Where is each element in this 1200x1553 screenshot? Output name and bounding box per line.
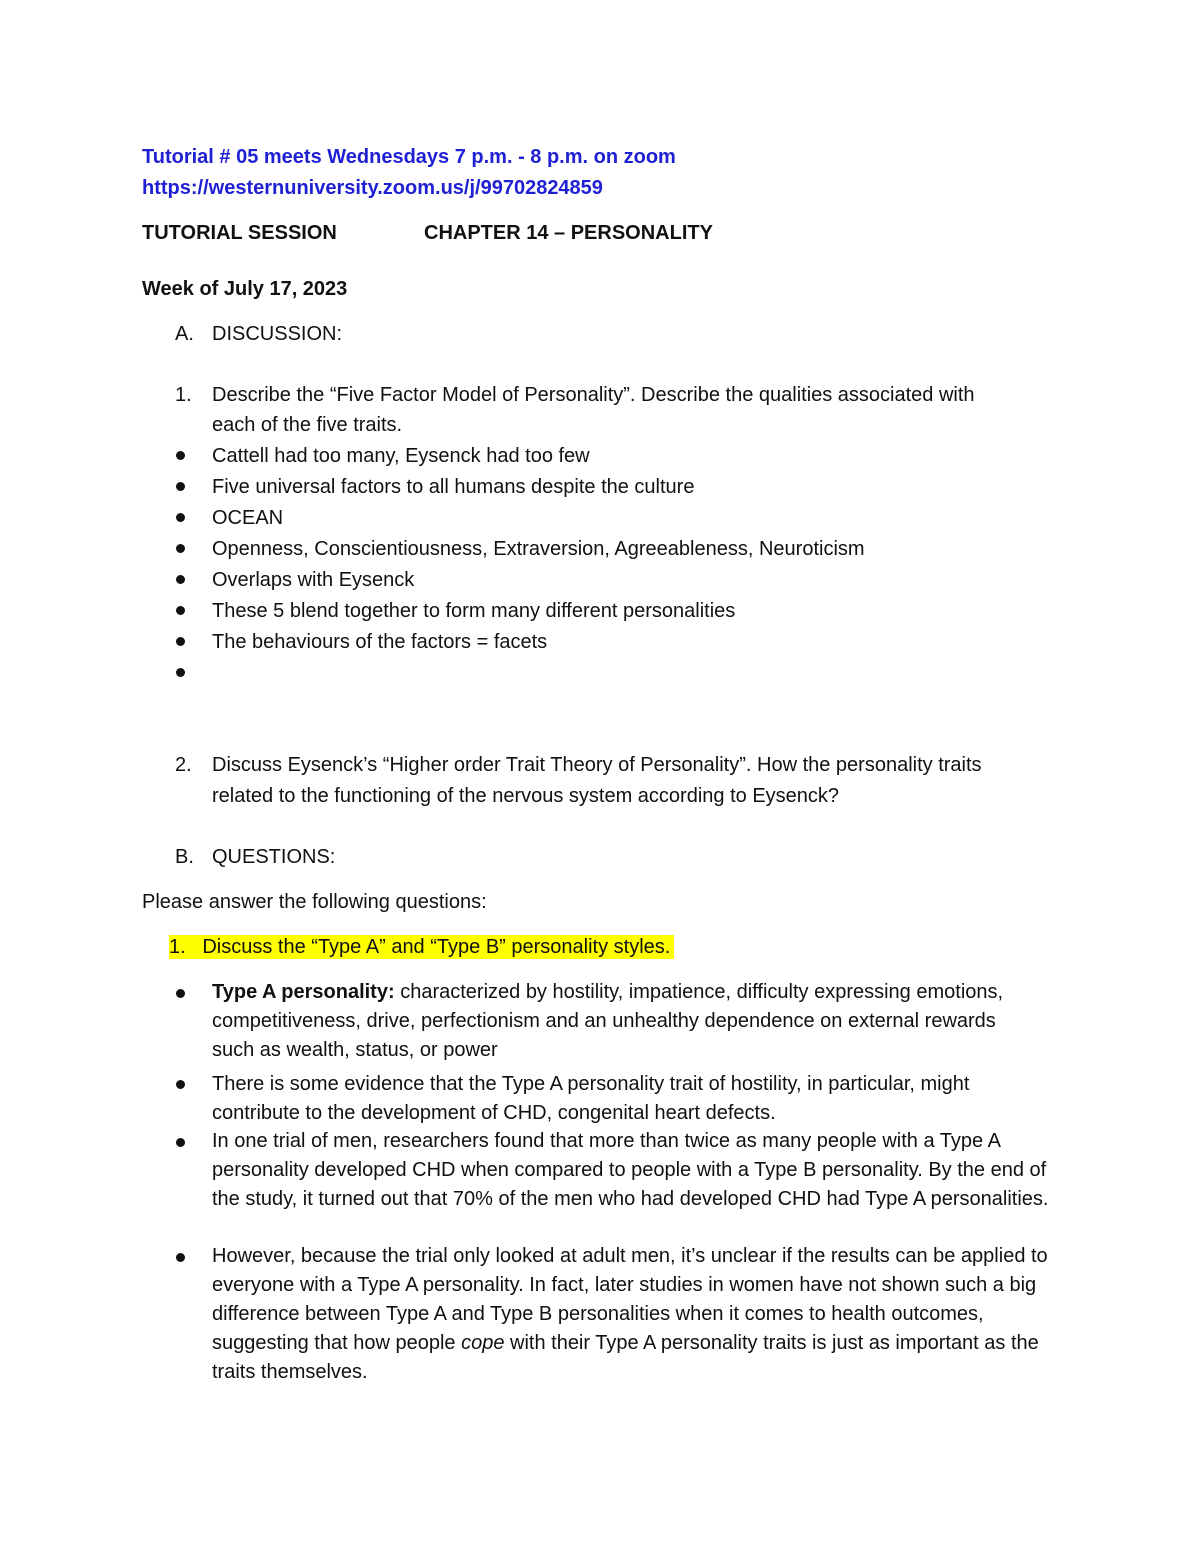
bullet-dot: [176, 637, 185, 646]
text-run: with their Type A personality traits is just as important as the traits themselves.: [212, 1332, 1039, 1383]
question-a2-line2: related to the functioning of the nervous system according to Eysenck?: [212, 785, 840, 807]
question-b1: [169, 935, 674, 959]
bullet-dot: [176, 668, 185, 677]
bullet-dot: [176, 989, 185, 998]
bullet-dot: [176, 575, 185, 584]
list-item: [212, 1242, 1062, 1387]
bullet-dot: [176, 482, 185, 491]
type-a-description: characterized by hostility, impatience, difficulty expressing emotions, competitiveness, drive, perfectionism and an unhealthy dependence on external rewards such as wealth, status, or power: [212, 981, 1004, 1061]
text-run: However, because the trial only looked at adult men, it’s unclear if the results can be applied to everyone with a Type A personality. In fact, later studies in women have not shown such a big difference between Type A and Type B personalities when it comes to health outcomes, suggesting that how people: [212, 1245, 1048, 1354]
list-item: Overlaps with Eysenck: [212, 569, 415, 591]
list-item: The behaviours of the factors = facets: [212, 631, 548, 653]
list-item: These 5 blend together to form many different personalities: [212, 600, 736, 622]
tutorial-info: Tutorial # 05 meets Wednesdays 7 p.m. - 8 p.m. on zoom: [142, 146, 676, 168]
chapter-title: CHAPTER 14 – PERSONALITY: [424, 222, 713, 244]
session-label: TUTORIAL SESSION: [142, 222, 337, 244]
bullet-dot: [176, 544, 185, 553]
section-a-marker: A.: [175, 323, 194, 345]
bullet-dot: [176, 1080, 185, 1089]
bullet-dot: [176, 513, 185, 522]
bullet-dot: [176, 1138, 185, 1147]
section-b-title: QUESTIONS:: [212, 846, 336, 868]
list-item: Five universal factors to all humans despite the culture: [212, 476, 695, 498]
questions-intro: Please answer the following questions:: [142, 891, 487, 913]
question-a2-line1: Discuss Eysenck’s “Higher order Trait Theory of Personality”. How the personality traits: [212, 754, 982, 776]
section-b-marker: B.: [175, 846, 194, 868]
week-label: Week of July 17, 2023: [142, 278, 348, 300]
bullet-dot: [176, 451, 185, 460]
bullet-dot: [176, 1253, 185, 1262]
type-a-term: Type A personality:: [212, 981, 395, 1003]
question-a1-number: 1.: [175, 384, 192, 406]
list-item: There is some evidence that the Type A personality trait of hostility, in particular, might contribute to the development of CHD, congenital heart defects.: [212, 1073, 970, 1124]
emphasis-text: cope: [461, 1332, 505, 1354]
question-b1-text: Discuss the “Type A” and “Type B” personality styles.: [202, 936, 671, 958]
list-item: Openness, Conscientiousness, Extraversion, Agreeableness, Neuroticism: [212, 538, 865, 560]
list-item: OCEAN: [212, 507, 284, 529]
section-a-title: DISCUSSION:: [212, 323, 343, 345]
question-a2-number: 2.: [175, 754, 192, 776]
question-b1-number: 1.: [169, 936, 186, 958]
bullet-dot: [176, 606, 185, 615]
question-a1-line1: Describe the “Five Factor Model of Personality”. Describe the qualities associated with: [212, 384, 975, 406]
zoom-link[interactable]: https://westernuniversity.zoom.us/j/99702824859: [142, 177, 603, 199]
list-item: In one trial of men, researchers found that more than twice as many people with a Type A personality developed CHD when compared to people with a Type B personality. By the end of the study, it turned out that 70% of the men who had developed CHD had Type A personalities.: [212, 1130, 1049, 1210]
question-a1-line2: each of the five traits.: [212, 414, 403, 436]
type-a-definition: [212, 978, 1032, 1065]
list-item: Cattell had too many, Eysenck had too few: [212, 445, 590, 467]
